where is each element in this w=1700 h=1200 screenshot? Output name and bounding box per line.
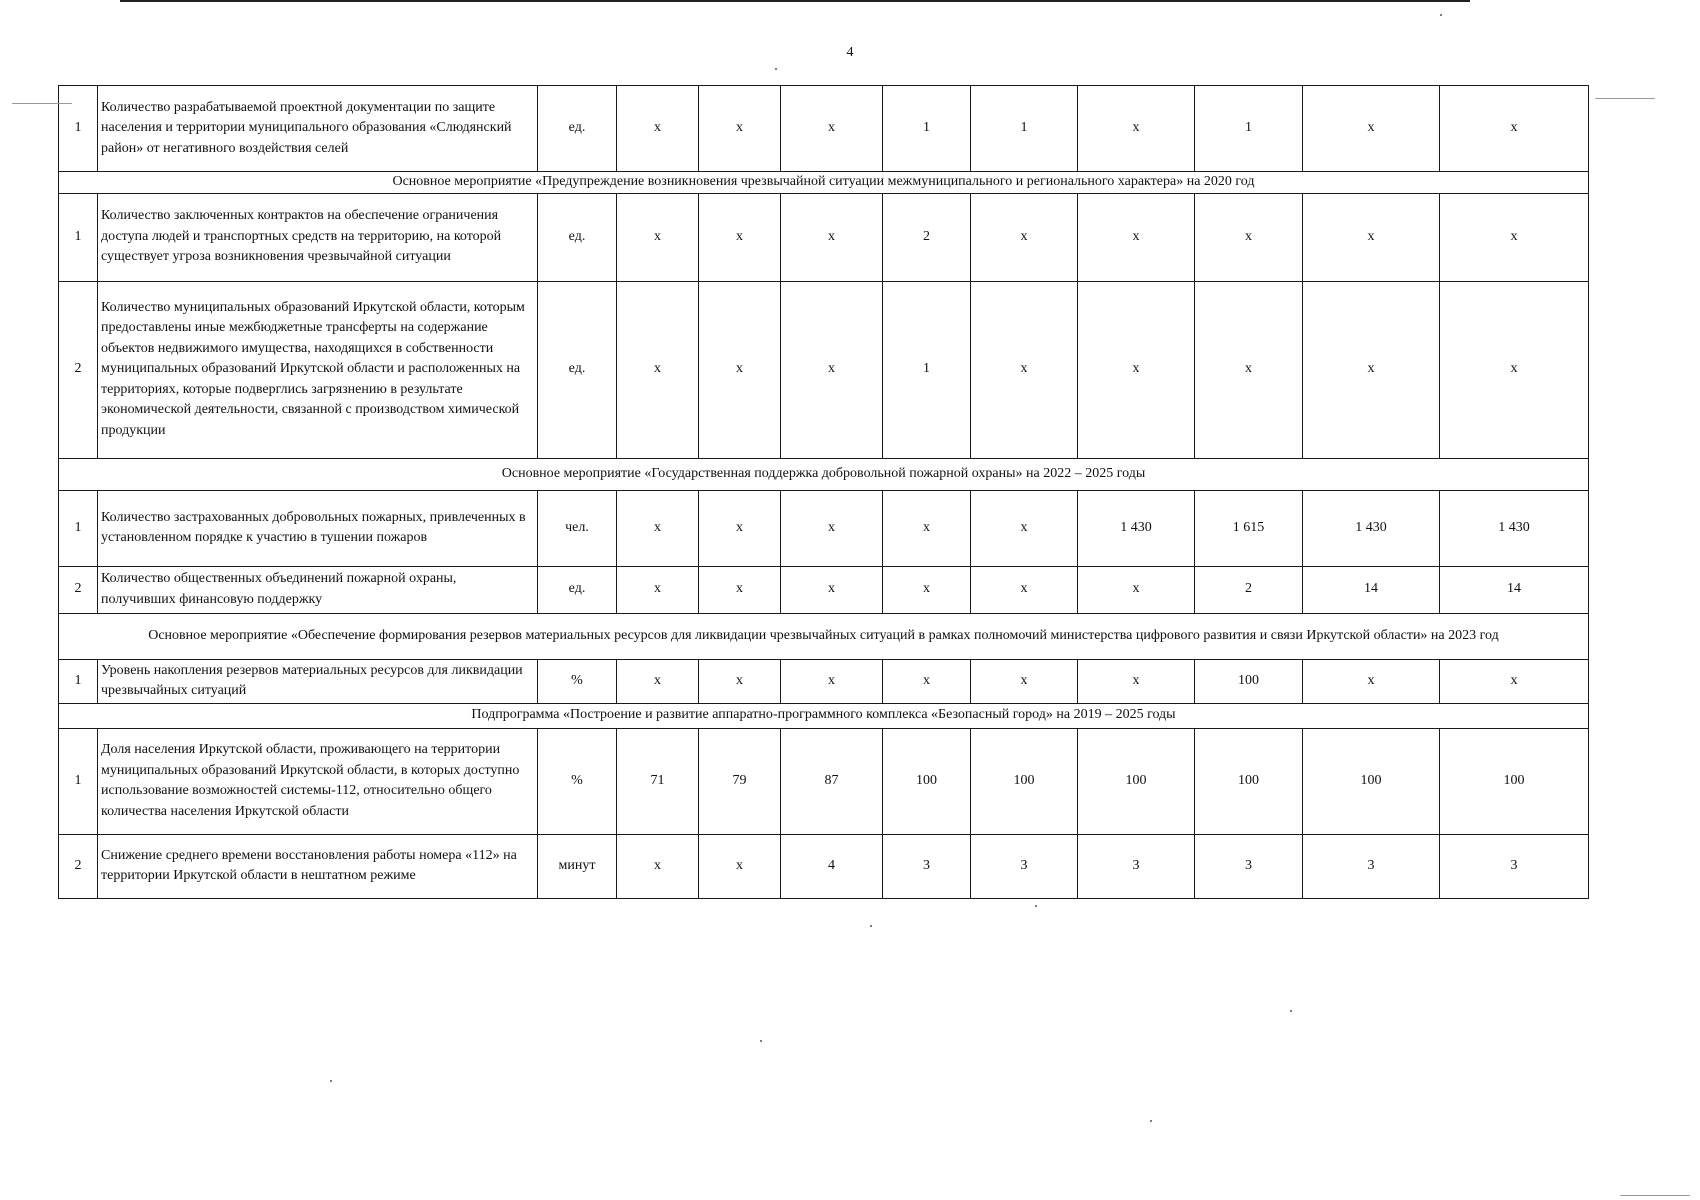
section-row — [59, 458, 1589, 490]
section-row — [59, 613, 1589, 659]
value-cell: х — [1303, 659, 1440, 703]
scan-dash-left — [12, 103, 72, 104]
section-title: Подпрограмма «Построение и развитие аппаратно-программного комплекса «Безопасный город» на 2019 – 2025 годы — [59, 703, 1589, 728]
indicators-table — [58, 85, 1589, 899]
value-cell: х — [1440, 281, 1589, 458]
value-cell: х — [699, 193, 781, 281]
value-cell: х — [617, 281, 699, 458]
value-cell: 1 430 — [1078, 490, 1195, 566]
unit-cell: % — [538, 659, 617, 703]
section-title: Основное мероприятие «Обеспечение формирования резервов материальных ресурсов для ликвидации чрезвычайных ситуаций в рамках полномочий министерства цифрового развития и связи Иркутской области» на 2023 год — [59, 613, 1589, 659]
value-cell: 1 — [883, 281, 971, 458]
value-cell: х — [781, 566, 883, 613]
row-number: 1 — [59, 728, 98, 834]
value-cell: 14 — [1440, 566, 1589, 613]
value-cell: 100 — [1195, 659, 1303, 703]
row-number: 1 — [59, 490, 98, 566]
value-cell: 79 — [699, 728, 781, 834]
unit-cell: % — [538, 728, 617, 834]
scan-speck — [775, 68, 777, 70]
value-cell: х — [1303, 86, 1440, 172]
value-cell: 1 430 — [1303, 490, 1440, 566]
section-title: Основное мероприятие «Государственная поддержка добровольной пожарной охраны» на 2022 – 2025 годы — [59, 458, 1589, 490]
value-cell: х — [699, 490, 781, 566]
value-cell: 3 — [1195, 834, 1303, 898]
scan-speck — [760, 1040, 762, 1042]
value-cell: х — [781, 193, 883, 281]
indicator-description: Количество разрабатываемой проектной документации по защите населения и территории муниципального образования «Слюдянский район» от негативного воздействия селей — [98, 86, 538, 172]
value-cell: х — [781, 86, 883, 172]
row-number: 1 — [59, 86, 98, 172]
section-row — [59, 172, 1589, 194]
indicator-description: Количество застрахованных добровольных пожарных, привлеченных в установленном порядке к участию в тушении пожаров — [98, 490, 538, 566]
value-cell: 1 — [971, 86, 1078, 172]
value-cell: 100 — [1078, 728, 1195, 834]
value-cell: 100 — [971, 728, 1078, 834]
value-cell: х — [971, 193, 1078, 281]
section-title: Основное мероприятие «Предупреждение возникновения чрезвычайной ситуации межмуниципального и регионального характера» на 2020 год — [59, 172, 1589, 194]
scan-dash-right — [1595, 98, 1655, 99]
scan-speck — [330, 1080, 332, 1082]
value-cell: 1 — [1195, 86, 1303, 172]
unit-cell: ед. — [538, 193, 617, 281]
indicator-description: Доля населения Иркутской области, проживающего на территории муниципальных образований Иркутской области, в которых доступно использование возможностей системы-112, относительно общего количества населения Иркутской области — [98, 728, 538, 834]
table-row — [59, 659, 1589, 703]
value-cell: 2 — [1195, 566, 1303, 613]
table-row — [59, 490, 1589, 566]
table-row — [59, 566, 1589, 613]
table-row — [59, 728, 1589, 834]
value-cell: 2 — [883, 193, 971, 281]
value-cell: х — [617, 834, 699, 898]
value-cell: х — [617, 659, 699, 703]
row-number: 1 — [59, 193, 98, 281]
row-number: 2 — [59, 281, 98, 458]
indicator-description: Количество общественных объединений пожарной охраны, получивших финансовую поддержку — [98, 566, 538, 613]
value-cell: х — [617, 193, 699, 281]
value-cell: х — [617, 490, 699, 566]
value-cell: 1 — [883, 86, 971, 172]
value-cell: х — [1078, 281, 1195, 458]
unit-cell: ед. — [538, 566, 617, 613]
value-cell: х — [1078, 193, 1195, 281]
value-cell: х — [699, 834, 781, 898]
value-cell: 100 — [883, 728, 971, 834]
value-cell: 100 — [1440, 728, 1589, 834]
value-cell: х — [699, 86, 781, 172]
value-cell: х — [971, 490, 1078, 566]
indicator-description: Количество муниципальных образований Иркутской области, которым предоставлены иные межбюджетные трансферты на содержание объектов недвижимого имущества, находящихся в собственности муниципальных образований Иркутской области и расположенных на территориях, которые подверглись загрязнению в результате экономической деятельности, связанной с производством химической продукции — [98, 281, 538, 458]
scan-speck — [1290, 1010, 1292, 1012]
unit-cell: чел. — [538, 490, 617, 566]
scan-speck — [870, 925, 872, 927]
value-cell: х — [699, 281, 781, 458]
value-cell: 100 — [1195, 728, 1303, 834]
value-cell: х — [883, 659, 971, 703]
table-row — [59, 281, 1589, 458]
value-cell: х — [1440, 193, 1589, 281]
value-cell: х — [1440, 659, 1589, 703]
value-cell: х — [1078, 86, 1195, 172]
value-cell: 87 — [781, 728, 883, 834]
unit-cell: ед. — [538, 86, 617, 172]
value-cell: х — [1440, 86, 1589, 172]
unit-cell: ед. — [538, 281, 617, 458]
value-cell: х — [781, 490, 883, 566]
indicator-description: Снижение среднего времени восстановления работы номера «112» на территории Иркутской области в нештатном режиме — [98, 834, 538, 898]
value-cell: х — [699, 659, 781, 703]
value-cell: 3 — [1303, 834, 1440, 898]
value-cell: 14 — [1303, 566, 1440, 613]
table-row — [59, 86, 1589, 172]
page-number: 4 — [846, 45, 854, 60]
value-cell: 3 — [1440, 834, 1589, 898]
value-cell: х — [971, 566, 1078, 613]
value-cell: 3 — [883, 834, 971, 898]
value-cell: х — [971, 659, 1078, 703]
scan-top-border — [120, 0, 1470, 2]
scan-speck — [1440, 14, 1442, 16]
scan-speck — [1150, 1120, 1152, 1122]
scan-dash-bottom — [1620, 1195, 1690, 1196]
indicator-description: Уровень накопления резервов материальных ресурсов для ликвидации чрезвычайных ситуаций — [98, 659, 538, 703]
value-cell: 71 — [617, 728, 699, 834]
section-row — [59, 703, 1589, 728]
scan-speck — [1035, 905, 1037, 907]
value-cell: х — [883, 490, 971, 566]
value-cell: 3 — [971, 834, 1078, 898]
value-cell: 1 430 — [1440, 490, 1589, 566]
value-cell: х — [1195, 193, 1303, 281]
value-cell: х — [1078, 659, 1195, 703]
value-cell: х — [781, 281, 883, 458]
value-cell: х — [1303, 281, 1440, 458]
row-number: 1 — [59, 659, 98, 703]
row-number: 2 — [59, 834, 98, 898]
value-cell: 100 — [1303, 728, 1440, 834]
value-cell: х — [971, 281, 1078, 458]
value-cell: х — [617, 86, 699, 172]
table-row — [59, 834, 1589, 898]
value-cell: х — [781, 659, 883, 703]
indicator-description: Количество заключенных контрактов на обеспечение ограничения доступа людей и транспортных средств на территорию, на которой существует угроза возникновения чрезвычайной ситуации — [98, 193, 538, 281]
value-cell: х — [617, 566, 699, 613]
value-cell: х — [883, 566, 971, 613]
value-cell: 1 615 — [1195, 490, 1303, 566]
unit-cell: минут — [538, 834, 617, 898]
value-cell: 4 — [781, 834, 883, 898]
value-cell: х — [1303, 193, 1440, 281]
value-cell: х — [699, 566, 781, 613]
value-cell: 3 — [1078, 834, 1195, 898]
value-cell: х — [1195, 281, 1303, 458]
value-cell: х — [1078, 566, 1195, 613]
table-row — [59, 193, 1589, 281]
row-number: 2 — [59, 566, 98, 613]
